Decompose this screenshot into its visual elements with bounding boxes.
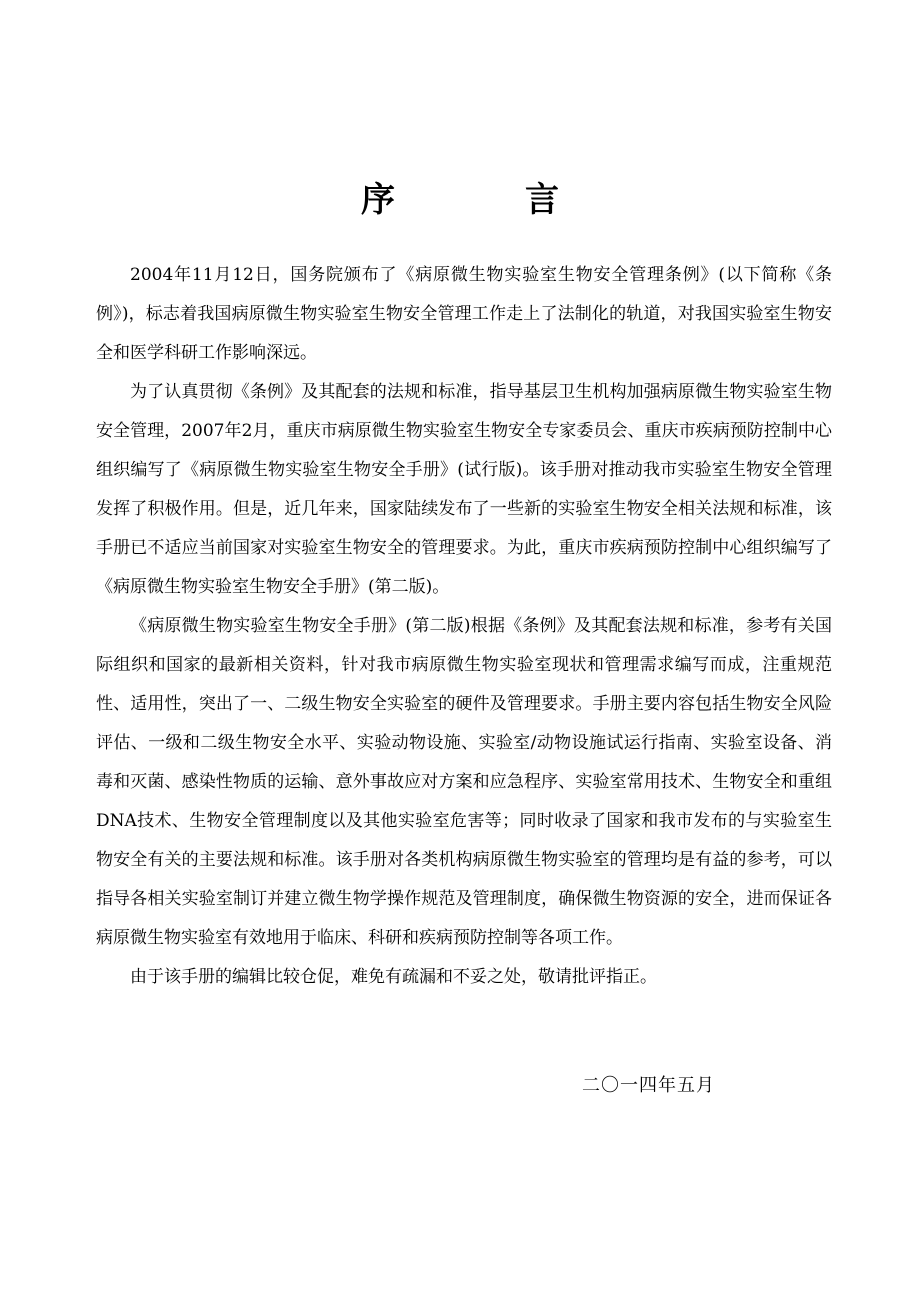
page-title: 序 言 — [361, 180, 607, 220]
paragraph-1: 2004年11月12日，国务院颁布了《病原微生物实验室生物安全管理条例》(以下简称《条例》)，标志着我国病原微生物实验室生物安全管理工作走上了法制化的轨道，对我国实验室生物安全和医学科研工作影响深远。 — [96, 265, 832, 363]
preface-body — [96, 256, 832, 997]
paragraph-2: 为了认真贯彻《条例》及其配套的法规和标准，指导基层卫生机构加强病原微生物实验室生物安全管理，2007年2月，重庆市病原微生物实验室生物安全专家委员会、重庆市疾病预防控制中心组织编写了《病原微生物实验室生物安全手册》(试行版)。该手册对推动我市实验室生物安全管理发挥了积极作用。但是，近几年来，国家陆续发布了一些新的实验室生物安全相关法规和标准，该手册已不适应当前国家对实验室生物安全的管理要求。为此，重庆市疾病预防控制中心组织编写了《病原微生物实验室生物安全手册》(第二版)。 — [96, 382, 832, 597]
signature-date: 二〇一四年五月 — [582, 1075, 715, 1096]
paragraph-3: 《病原微生物实验室生物安全手册》(第二版)根据《条例》及其配套法规和标准，参考有关国际组织和国家的最新相关资料，针对我市病原微生物实验室现状和管理需求编写而成，注重规范性、适用性，突出了一、二级生物安全实验室的硬件及管理要求。手册主要内容包括生物安全风险评估、一级和二级生物安全水平、实验动物设施、实验室/动物设施试运行指南、实验室设备、消毒和灭菌、感染性物质的运输、意外事故应对方案和应急程序、实验室常用技术、生物安全和重组DNA技术、生物安全管理制度以及其他实验室危害等；同时收录了国家和我市发布的与实验室生物安全有关的主要法规和标准。该手册对各类机构病原微生物实验室的管理均是有益的参考，可以指导各相关实验室制订并建立微生物学操作规范及管理制度，确保微生物资源的安全，进而保证各病原微生物实验室有效地用于临床、科研和疾病预防控制等各项工作。 — [96, 616, 832, 948]
paragraph-4: 由于该手册的编辑比较仓促，难免有疏漏和不妥之处，敬请批评指正。 — [130, 967, 657, 987]
